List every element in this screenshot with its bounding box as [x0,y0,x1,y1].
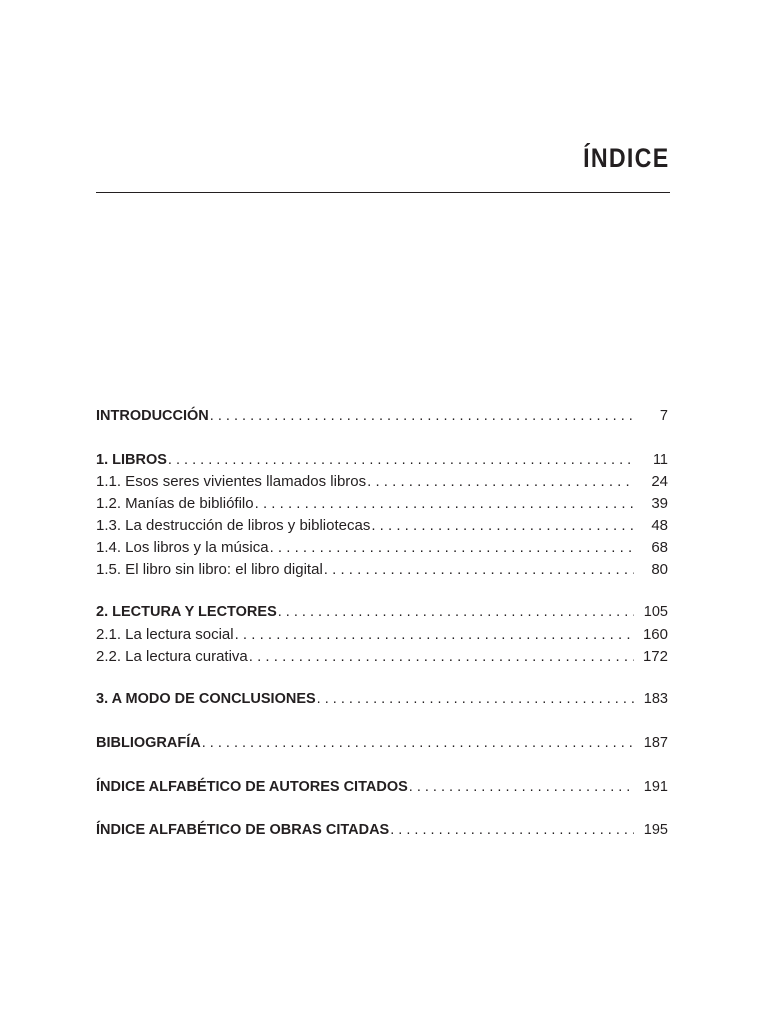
toc-entry-label: 1.3. La destrucción de libros y bibliotecas [96,516,371,534]
toc-entry-label: INTRODUCCIÓN [96,408,209,424]
dot-leader [409,777,634,799]
toc-entry-introduccion[interactable] [96,406,668,428]
toc-entry-label: 1.5. El libro sin libro: el libro digital [96,560,323,578]
dot-leader [367,471,634,493]
toc-entry-page: 7 [659,408,668,424]
toc-entry-page: 187 [643,734,668,751]
toc-entry-page: 24 [651,473,668,491]
dot-leader [202,733,634,755]
toc-entry-label: 2.1. La lectura social [96,625,234,643]
toc-entry-label: 2.2. La lectura curativa [96,647,248,665]
section-gap [96,580,668,602]
page-title: ÍNDICE [583,143,670,173]
section-gap [96,711,668,733]
section-gap [96,428,668,450]
toc-entry-label: 1.2. Manías de bibliófilo [96,495,254,513]
toc-entry-label: ÍNDICE ALFABÉTICO DE AUTORES CITADOS [96,778,408,795]
table-of-contents [96,406,668,842]
dot-leader [270,537,634,559]
toc-entry-1-1[interactable] [96,471,668,493]
toc-entry-lectura-y-lectores[interactable] [96,602,668,624]
toc-entry-page: 80 [651,560,668,578]
toc-entry-label: 1.4. Los libros y la música [96,538,269,556]
toc-entry-2-1[interactable] [96,624,668,646]
toc-entry-label: BIBLIOGRAFÍA [96,734,201,751]
toc-entry-bibliografia[interactable] [96,733,668,755]
toc-entry-page: 191 [643,778,668,795]
toc-entry-label: 2. LECTURA Y LECTORES [96,604,277,621]
toc-entry-1-5[interactable] [96,559,668,581]
dot-leader [324,559,634,581]
toc-entry-page: 39 [651,495,668,513]
toc-entry-indice-autores[interactable] [96,777,668,799]
toc-entry-label: ÍNDICE ALFABÉTICO DE OBRAS CITADAS [96,822,390,839]
dot-leader [317,689,634,711]
dot-leader [168,450,634,472]
toc-entry-page: 195 [643,822,668,839]
dot-leader [235,624,634,646]
toc-entry-1-4[interactable] [96,537,668,559]
toc-entry-page: 183 [643,691,668,708]
dot-leader [249,646,634,668]
toc-entry-page: 68 [651,538,668,556]
toc-entry-page: 105 [643,604,668,621]
dot-leader [278,602,634,624]
toc-entry-label: 1. LIBROS [96,451,167,468]
toc-entry-label: 3. A MODO DE CONCLUSIONES [96,691,316,708]
section-gap [96,798,668,820]
toc-entry-indice-obras[interactable] [96,820,668,842]
toc-entry-1-3[interactable] [96,515,668,537]
title-divider [96,192,670,193]
toc-entry-page: 160 [642,625,668,643]
toc-entry-libros[interactable] [96,450,668,472]
toc-entry-page: 48 [651,516,668,534]
dot-leader [255,493,634,515]
dot-leader [390,820,634,842]
toc-entry-page: 172 [642,647,668,665]
dot-leader [371,515,634,537]
toc-entry-2-2[interactable] [96,646,668,668]
toc-entry-1-2[interactable] [96,493,668,515]
toc-entry-label: 1.1. Esos seres vivientes llamados libros [96,473,367,491]
dot-leader [210,406,634,428]
toc-entry-conclusiones[interactable] [96,689,668,711]
section-gap [96,755,668,777]
toc-entry-page: 11 [652,451,668,468]
section-gap [96,668,668,690]
